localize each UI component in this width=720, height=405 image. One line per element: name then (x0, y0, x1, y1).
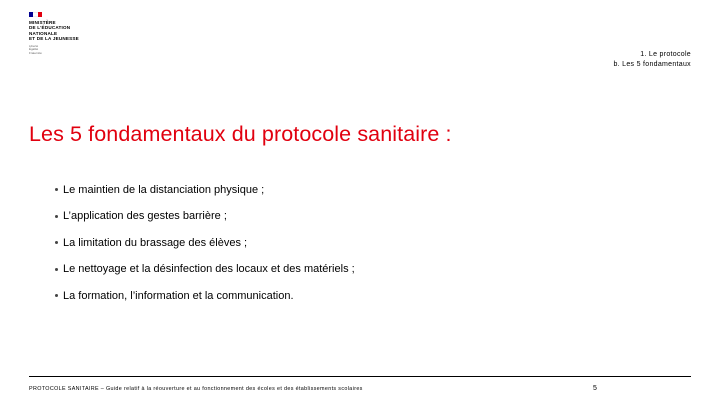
ministry-name-line: NATIONALE (29, 30, 58, 36)
bullet-icon (55, 188, 58, 191)
list-item-text: Le maintien de la distanciation physique ; (63, 183, 265, 196)
list-item (55, 289, 355, 302)
bullet-icon (55, 294, 58, 297)
footer-divider (29, 376, 691, 377)
list-item-text: Le nettoyage et la désinfection des locaux et des matériels ; (63, 263, 355, 275)
motto-line: Fraternité (29, 51, 42, 56)
motto-line: Liberté (29, 43, 39, 48)
republic-motto (29, 45, 109, 56)
bullet-icon (55, 241, 58, 244)
section-reference (613, 50, 691, 70)
page-number: 5 (593, 385, 597, 392)
ministry-name-line: MINISTÈRE (29, 20, 56, 25)
fundamentals-list (55, 183, 355, 316)
footer-caption: PROTOCOLE SANITAIRE – Guide relatif à la réouverture et au fonctionnement des écoles et des établissements scolaires (29, 386, 363, 392)
ministry-logo (29, 12, 109, 56)
ministry-name-line: DE L'ÉDUCATION (29, 25, 71, 31)
list-item-text: La limitation du brassage des élèves ; (63, 236, 248, 249)
ministry-name-line: ET DE LA JEUNESSE (29, 36, 79, 42)
subsection-heading: b. Les 5 fondamentaux (613, 61, 691, 68)
list-item (55, 183, 355, 196)
list-item-text: La formation, l’information et la communication. (63, 289, 294, 302)
motto-line: Égalité (29, 47, 39, 52)
list-item (55, 236, 355, 249)
bullet-icon (55, 268, 58, 271)
list-item (55, 210, 355, 223)
bullet-icon (55, 215, 58, 218)
section-heading: 1. Le protocole (640, 51, 691, 58)
list-item (55, 263, 355, 276)
french-flag-icon (29, 12, 42, 17)
list-item-text: L’application des gestes barrière ; (63, 210, 227, 222)
slide-title: Les 5 fondamentaux du protocole sanitaire : (29, 122, 452, 146)
